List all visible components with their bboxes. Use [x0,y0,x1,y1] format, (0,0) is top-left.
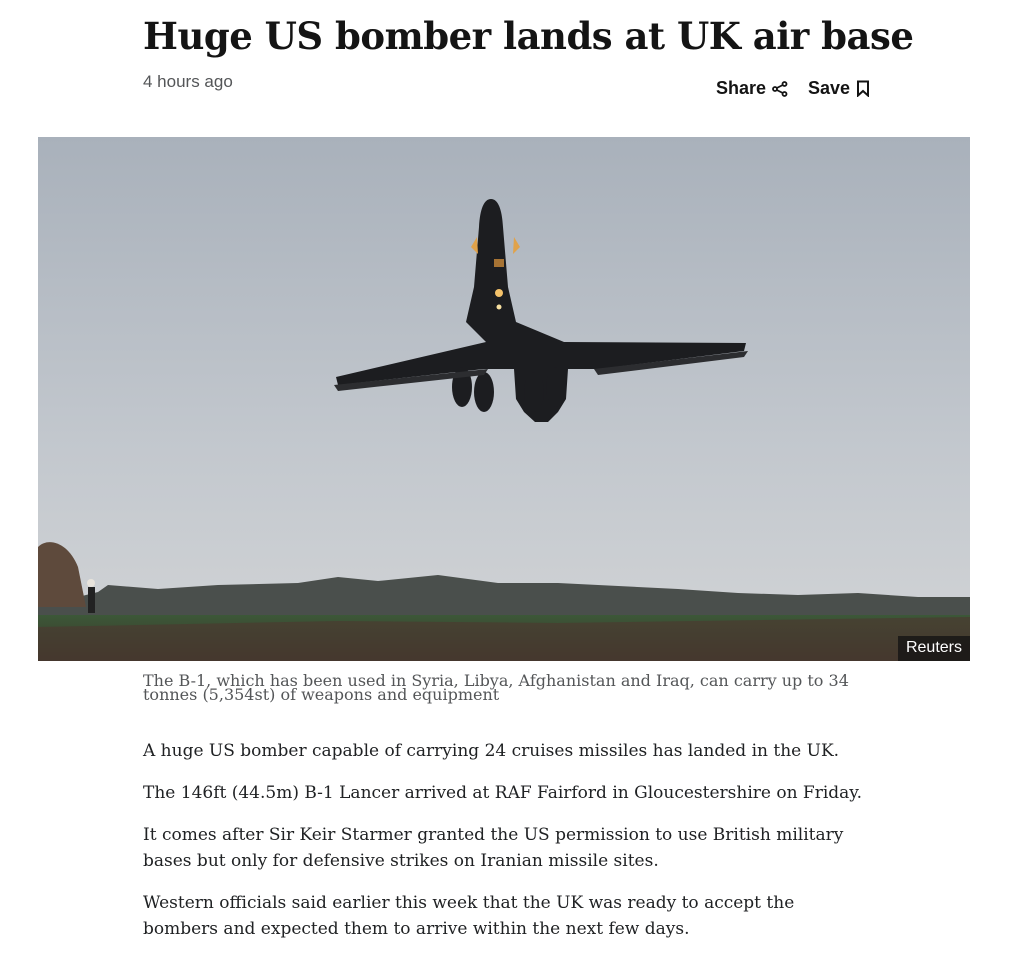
bomber-photo [38,137,970,661]
image-credit: Reuters [898,636,970,661]
share-label: Share [716,78,767,98]
save-label: Save [808,78,851,98]
article-actions [716,78,870,99]
paragraph: Western officials said earlier this week that the UK was ready to accept the bombers and expected them to arrive within the next few days. [143,893,795,939]
image-caption: The B-1, which has been used in Syria, Libya, Afghanistan and Iraq, can carry up to 34 tonnes (5,354st) of weapons and equipment [143,671,849,704]
save-button[interactable] [808,78,870,99]
article-image [38,137,970,661]
article-headline: Huge US bomber lands at UK air base [143,14,914,58]
article-timestamp: 4 hours ago [143,72,233,91]
share-button[interactable] [716,78,788,99]
bookmark-icon [856,80,870,97]
share-icon [772,81,788,97]
paragraph: It comes after Sir Keir Starmer granted the US permission to use British military bases but only for defensive strikes on Iranian missile sites. [143,825,844,871]
paragraph: A huge US bomber capable of carrying 24 cruises missiles has landed in the UK. [143,741,840,761]
article-body [143,738,873,958]
paragraph: The 146ft (44.5m) B-1 Lancer arrived at RAF Fairford in Gloucestershire on Friday. [143,783,863,803]
